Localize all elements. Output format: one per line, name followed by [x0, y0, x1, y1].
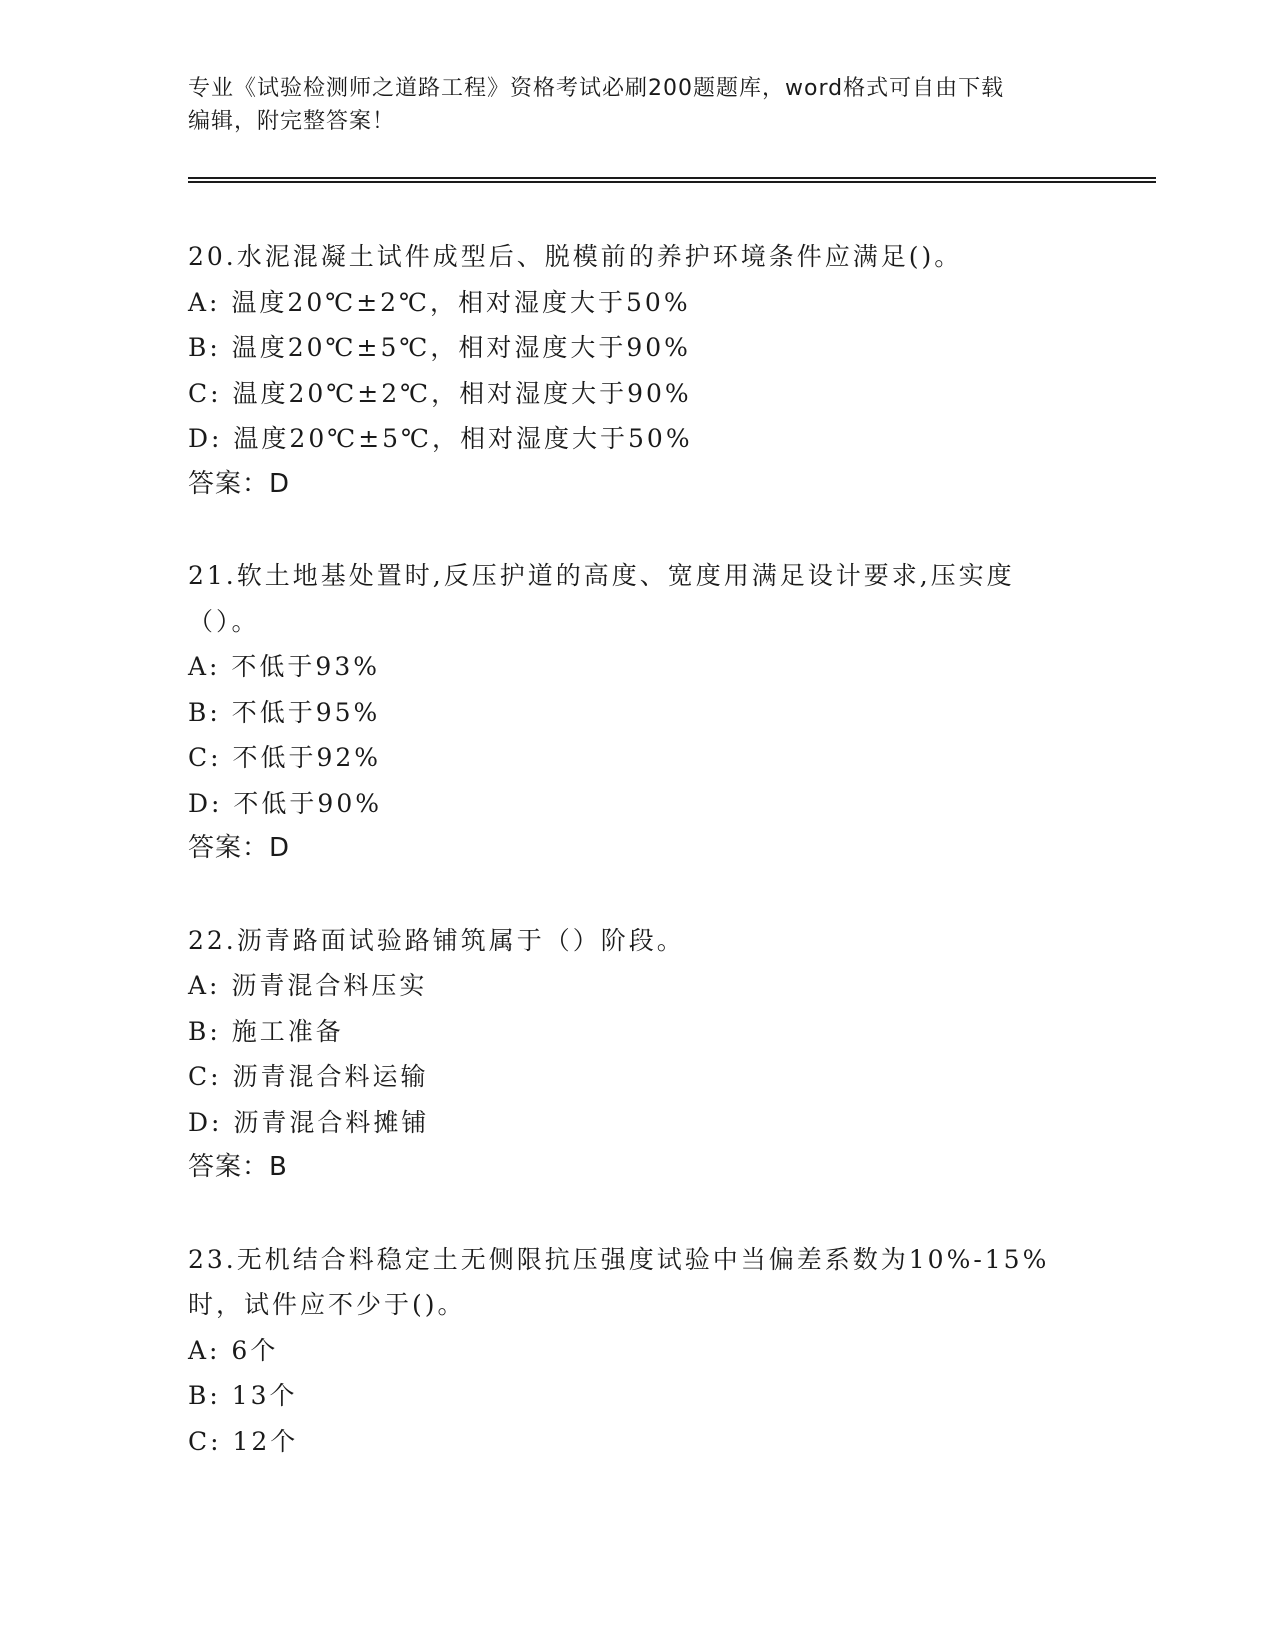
option-d: D: 温度20℃±5℃，相对湿度大于50% — [188, 424, 693, 453]
option-b: B: 施工准备 — [188, 1016, 344, 1046]
option-c: C: 温度20℃±2℃，相对湿度大于90% — [188, 378, 692, 408]
answer-line: 答案：D — [188, 468, 291, 499]
header-line-1: 专业《试验检测师之道路工程》资格考试必刷200题题库，word格式可自由下载 — [188, 76, 1005, 101]
header-line-2: 编辑，附完整答案！ — [188, 109, 396, 134]
option-b: B: 温度20℃±5℃，相对湿度大于90% — [188, 333, 691, 362]
option-a: A: 温度20℃±2℃，相对湿度大于50% — [188, 287, 691, 317]
option-a: A: 6个 — [188, 1335, 279, 1365]
answer-line: 答案：B — [188, 1152, 288, 1182]
option-c: C: 不低于92% — [188, 743, 382, 772]
question-23 — [188, 1237, 1088, 1465]
option-d: D: 沥青混合料摊铺 — [188, 1107, 430, 1137]
question-21 — [188, 553, 1088, 872]
question-20 — [188, 234, 1088, 507]
question-stem: 23.无机结合料稳定土无侧限抗压强度试验中当偏差系数为10%-15%时，试件应不少于()。 — [188, 1244, 1050, 1319]
document-header — [188, 72, 1088, 138]
option-b: B: 不低于95% — [188, 697, 381, 727]
answer-line: 答案：D — [188, 833, 291, 863]
question-22 — [188, 918, 1088, 1191]
question-list — [188, 234, 1088, 1510]
option-a: A: 不低于93% — [188, 652, 380, 681]
question-stem: 22.沥青路面试验路铺筑属于（）阶段。 — [188, 925, 685, 955]
option-a: A: 沥青混合料压实 — [188, 971, 428, 1000]
option-d: D: 不低于90% — [188, 788, 382, 818]
question-stem: 21.软土地基处置时,反压护道的高度、宽度用满足设计要求,压实度（）。 — [188, 561, 1015, 636]
option-c: C: 沥青混合料运输 — [188, 1062, 429, 1091]
header-double-rule — [188, 177, 1156, 183]
option-b: B: 13个 — [188, 1381, 298, 1410]
option-c: C: 12个 — [188, 1426, 299, 1456]
question-stem: 20.水泥混凝土试件成型后、脱模前的养护环境条件应满足()。 — [188, 242, 963, 271]
